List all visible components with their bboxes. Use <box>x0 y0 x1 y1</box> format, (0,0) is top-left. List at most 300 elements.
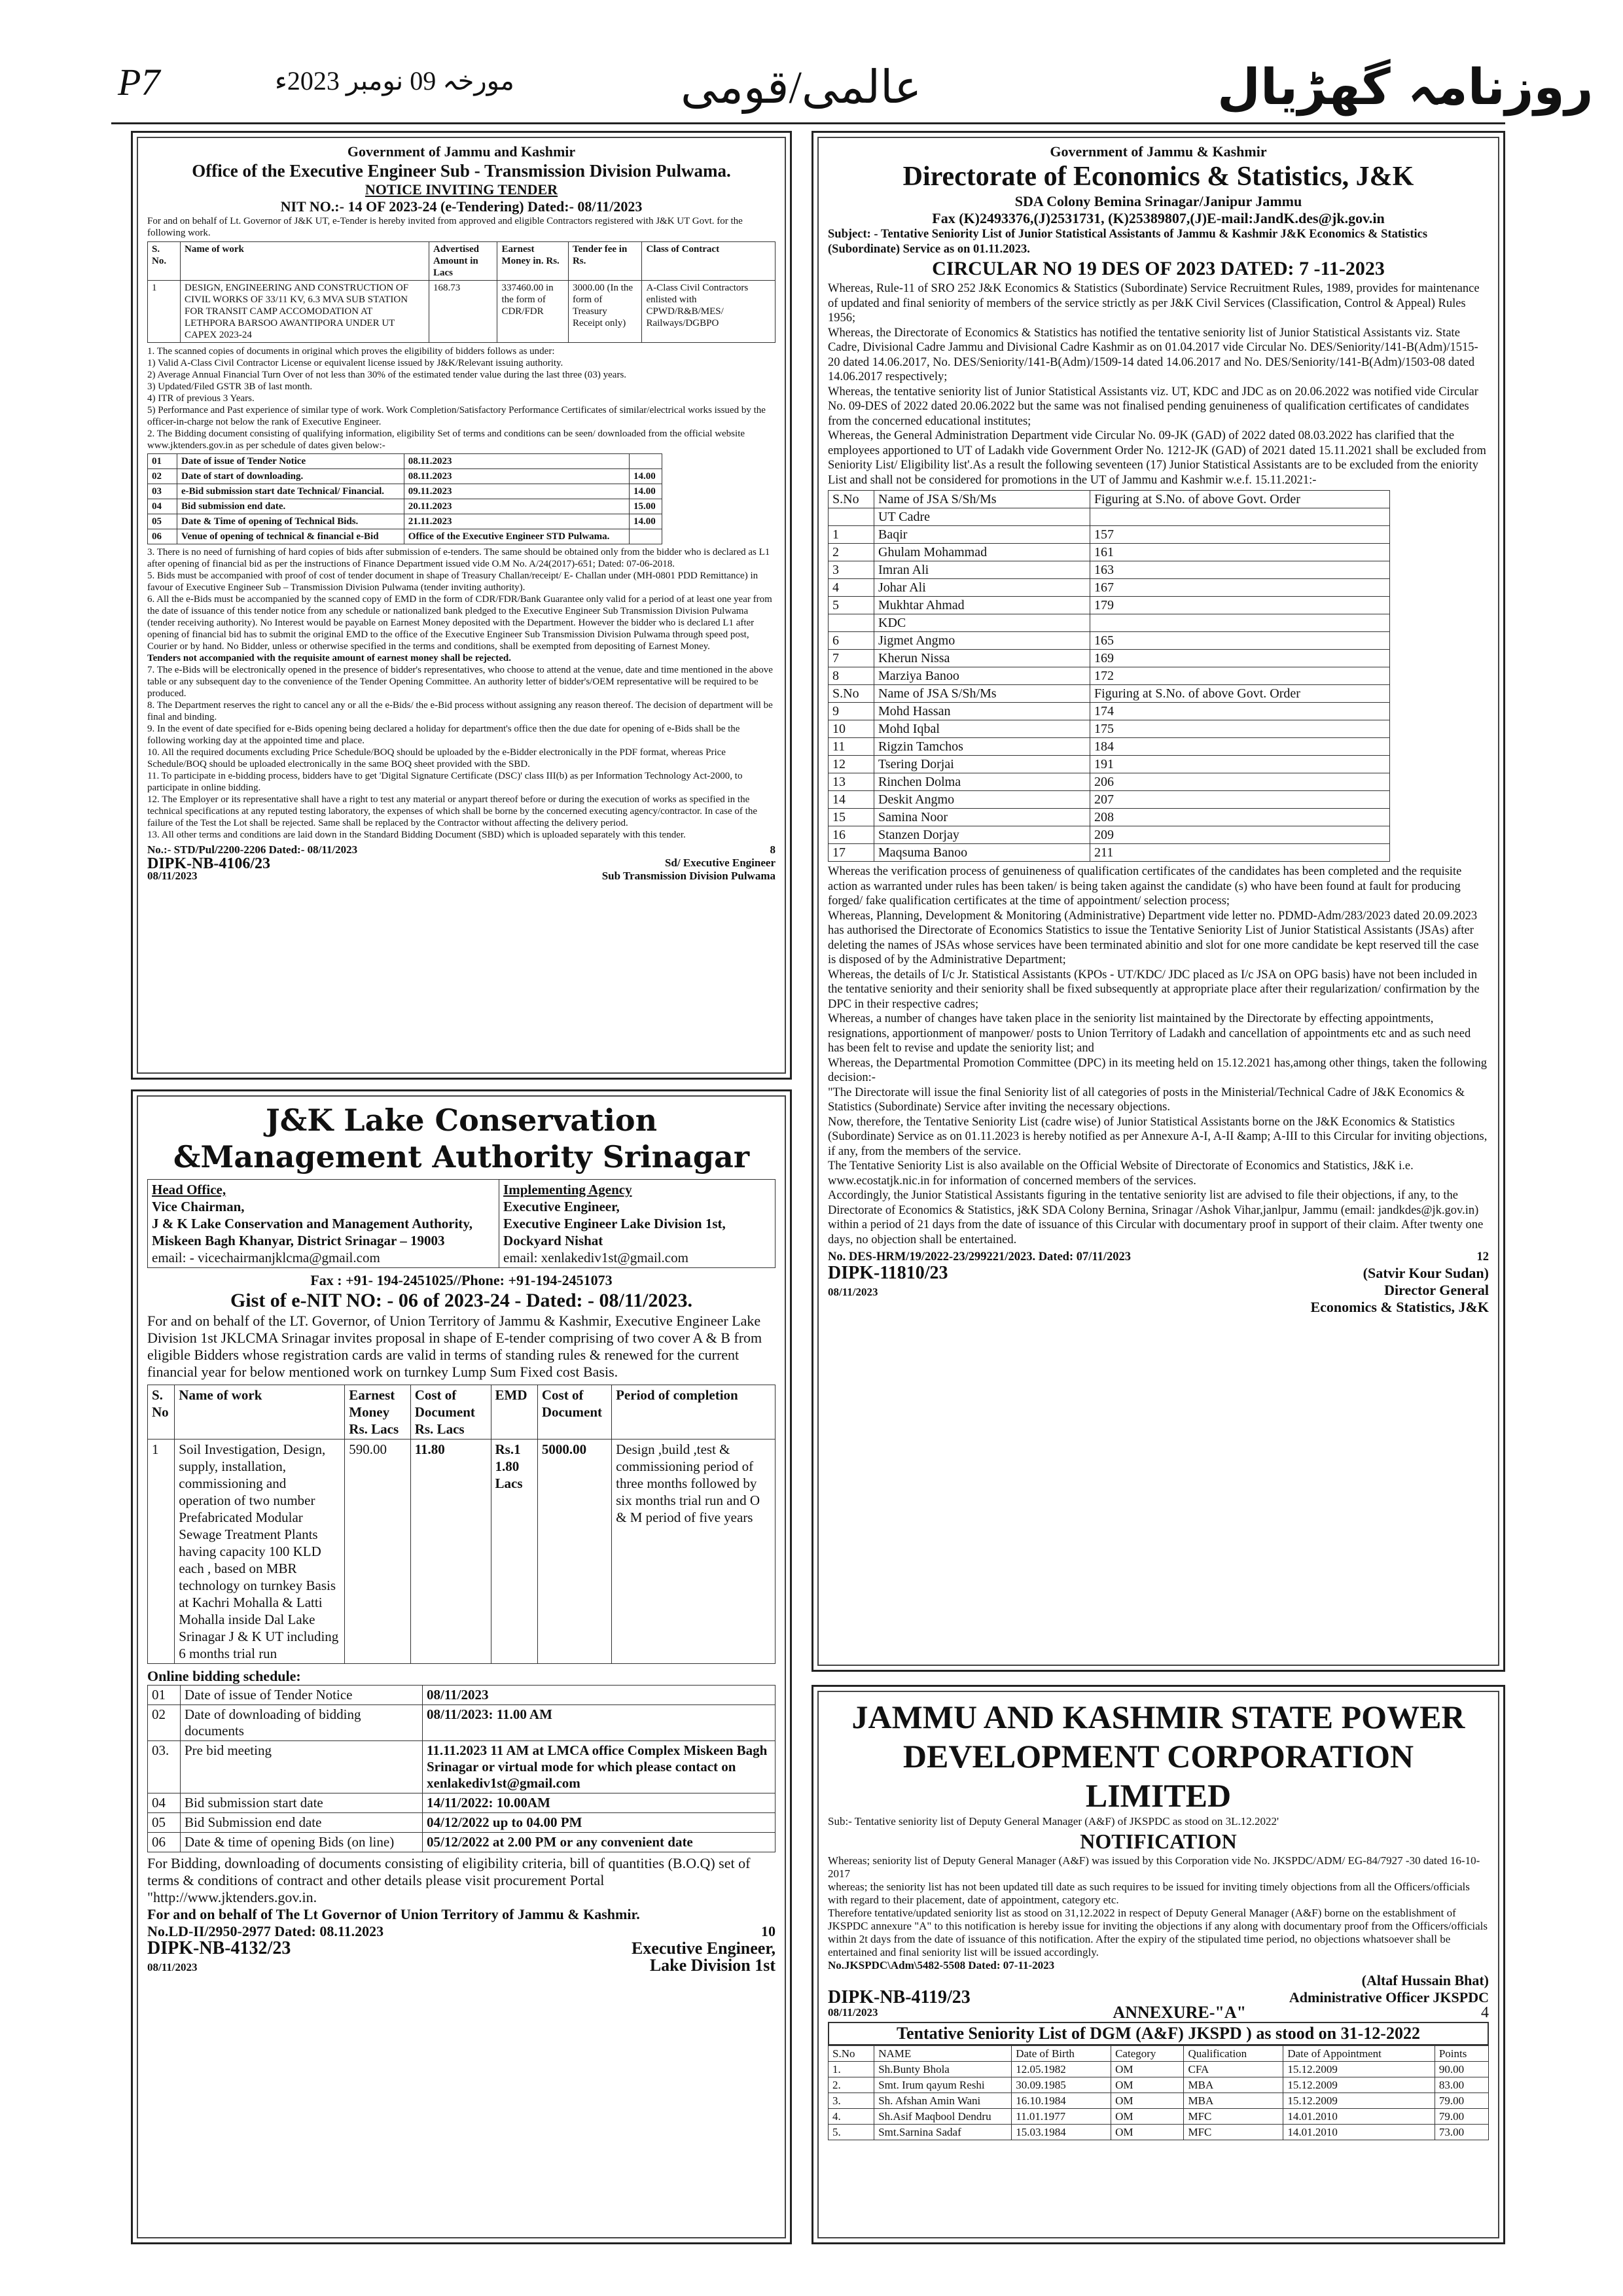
th: Name of JSA S/Sh/Ms <box>874 491 1090 508</box>
cond: 12. The Employer or its representative shall have a right to test any material or anypart thereof before or during the execution of works as specified in the technical specifications at any reputed testing laboratory, the expenses of which shall be borne by the concerned executing agency/contractor. In case of the failure of the Test the Lot shall be rejected. Same shall be replaced by the Contractor without affecting the delivery period. <box>147 794 757 828</box>
cell: Rigzin Tamchos <box>874 738 1090 756</box>
ad3-fax: Fax (K)2493376,(J)2531731, (K)25389807,(J)E-mail:JandK.des@jk.gov.in <box>932 210 1385 226</box>
cell: 90.00 <box>1435 2062 1488 2077</box>
cell: 05 <box>148 514 177 529</box>
ad2-ref: No.LD-II/2950-2977 Dated: 08.11.2023 <box>147 1923 384 1939</box>
cell: 9 <box>829 703 874 720</box>
th: Name of JSA S/Sh/Ms <box>874 685 1090 703</box>
cell: 14.00 <box>629 469 662 484</box>
cond: 13. All other terms and conditions are laid down in the Standard Bidding Document (SBD) which is uploaded separately with this tender. <box>147 830 686 840</box>
table-row <box>148 484 662 499</box>
cell: Mohd Hassan <box>874 703 1090 720</box>
th: Category <box>1111 2046 1184 2062</box>
cell: Johar Ali <box>874 579 1090 597</box>
cell: 06 <box>148 529 177 544</box>
ad4-sign-name: (Altaf Hussain Bhat) <box>1361 1972 1489 1988</box>
ad1-date: 08/11/2023 <box>147 870 198 882</box>
cell <box>629 454 662 469</box>
urdu-date: مورخہ 09 نومبر 2023ء <box>275 66 514 96</box>
cell: 16.10.1984 <box>1012 2093 1111 2109</box>
cell: Design ,build ,test & commissioning period of three months followed by six months trial run and O & M period of five years <box>612 1439 776 1664</box>
table-row <box>829 544 1390 561</box>
cell: Mukhtar Ahmad <box>874 597 1090 614</box>
ad2-ia-line: Executive Engineer, <box>503 1199 620 1214</box>
cell: 08.11.2023 <box>404 469 629 484</box>
table-row <box>829 844 1390 862</box>
cell: 83.00 <box>1435 2077 1488 2093</box>
cell: 79.00 <box>1435 2109 1488 2125</box>
ad4-annex: ANNEXURE-"A" <box>1113 2003 1247 2022</box>
cell: Venue of opening of technical & financial e-Bid <box>177 529 404 544</box>
cell: 206 <box>1090 773 1390 791</box>
para: Therefore tentative/updated seniority list as stood on 31,12.2022 in respect of Deputy General Manager (A&F) borne on the establishment of JKSPDC annexure "A" to this notification is hereby issue for inviting the objections if any along with documentary proof from the Officers/officials within 2t days from the date of issuance of this notification. After the expiry of the stipulated time period, no objections whatsoever shall be entertained and final seniority list will be issued accordingly. <box>828 1907 1488 1958</box>
cell: 3000.00 (In the form of Treasury Receipt only) <box>568 281 641 343</box>
cond: 8. The Department reserves the right to cancel any or all the e-Bids/ the e-Bid process without assigning any reason thereof. The decision of department will be final and binding. <box>147 700 773 722</box>
cond: 5) Performance and Past experience of similar type of work. Work Completion/Satisfactory Performance Certificates of similar/electrical works issued by the officer-in-charge not below the rank of Executive Engineer. <box>147 405 766 427</box>
cell: 17 <box>829 844 874 862</box>
cell: DESIGN, ENGINEERING AND CONSTRUCTION OF CIVIL WORKS OF 33/11 KV, 6.3 MVA SUB STATION FOR TRANSIT CAMP ACCOMODATION AT LETHPORA BARSOO AWANTIPORA UNDER UT CAPEX 2023-24 <box>181 281 429 343</box>
cell: 590.00 <box>345 1439 410 1664</box>
table-row <box>829 2125 1489 2140</box>
cell: Office of the Executive Engineer STD Pulwama. <box>404 529 629 544</box>
table-row <box>148 1813 776 1833</box>
cell: 208 <box>1090 809 1390 826</box>
cell: 163 <box>1090 561 1390 579</box>
table-row <box>148 454 662 469</box>
ad2-schedule-table <box>147 1685 776 1852</box>
cell: 1. <box>829 2062 874 2077</box>
cadre-label: UT Cadre <box>874 508 1090 526</box>
cond: Tenders not accompanied with the requisite amount of earnest money shall be rejected. <box>147 653 511 663</box>
cadre-label: KDC <box>874 614 1090 632</box>
cell: Date & Time of opening of Technical Bids. <box>177 514 404 529</box>
ad1-office: Office of the Executive Engineer Sub - Transmission Division Pulwama. <box>192 161 731 181</box>
cell: Baqir <box>874 526 1090 544</box>
table-row <box>148 1833 776 1852</box>
cell: 184 <box>1090 738 1390 756</box>
para: Whereas, a number of changes have taken place in the seniority list maintained by the Directorate by effecting appointments, resignations, apportionment of manpower/ posts to Union Territory of Ladakh and cancellation of appointments etc and as such need has been felt to revise and update the seniority list; and <box>828 1012 1471 1055</box>
cell: 4. <box>829 2109 874 2125</box>
cell: Maqsuma Banoo <box>874 844 1090 862</box>
table-row <box>829 597 1390 614</box>
ad2-sched-title: Online bidding schedule: <box>147 1668 301 1684</box>
cell: Smt.Sarnina Sadaf <box>874 2125 1012 2140</box>
cell: Date of start of downloading. <box>177 469 404 484</box>
th: Earnest Money in. Rs. <box>497 242 569 281</box>
table-row <box>829 667 1390 685</box>
cond: 1. The scanned copies of documents in original which proves the eligibility of bidders follows as under: <box>147 346 555 357</box>
table-row <box>829 738 1390 756</box>
ad3-subject: Subject: - Tentative Seniority List of Junior Statistical Assistants of Jammu & Kashmir J&K Economics & Statistics (Subordinate) Service as on 01.11.2023. <box>828 228 1428 256</box>
cond: 3) Updated/Filed GSTR 3B of last month. <box>147 381 313 392</box>
cell: Deskit Angmo <box>874 791 1090 809</box>
cell: 15.00 <box>629 499 662 514</box>
cell: MBA <box>1184 2077 1283 2093</box>
table-row <box>148 529 662 544</box>
ad3-dipk: DIPK-11810/23 <box>828 1262 948 1283</box>
cond: 1) Valid A-Class Civil Contractor License or equivalent license issued by J&K/Relevant issuing authority. <box>147 358 563 368</box>
ad3-circular: CIRCULAR NO 19 DES OF 2023 DATED: 7 -11-2023 <box>932 258 1385 279</box>
cell: 14.01.2010 <box>1283 2125 1435 2140</box>
table-row <box>148 1439 776 1664</box>
cell: MBA <box>1184 2093 1283 2109</box>
ad4-list-title: Tentative Seniority List of DGM (A&F) JKSPD ) as stood on 31-12-2022 <box>828 2022 1489 2045</box>
table-row <box>829 720 1390 738</box>
tender-ad-lcma <box>131 1089 792 2244</box>
cell: Samina Noor <box>874 809 1090 826</box>
ad2-ho-line: J & K Lake Conservation and Management Authority, <box>152 1216 473 1231</box>
table-row <box>148 469 662 484</box>
ad1-sign1: Sd/ Executive Engineer <box>664 857 776 869</box>
cell: 1 <box>148 1439 175 1664</box>
table-row <box>829 2062 1489 2077</box>
para: Whereas, the Departmental Promotion Committee (DPC) in its meeting held on 15.12.2021 has,among other things, taken the following decision:- <box>828 1056 1488 1084</box>
ad2-ho-label: Head Office, <box>152 1182 226 1197</box>
des-circular-ad <box>812 131 1505 1672</box>
cell: 1 <box>148 281 181 343</box>
table-row <box>148 1793 776 1813</box>
cell: 5. <box>829 2125 874 2140</box>
th: S.No <box>829 685 874 703</box>
table-row <box>148 499 662 514</box>
ad2-ia-line: Dockyard Nishat <box>503 1233 603 1248</box>
table-row <box>829 2093 1489 2109</box>
th: Name of work <box>181 242 429 281</box>
ad2-footer1: For Bidding, downloading of documents consisting of eligibility criteria, bill of quantities (B.O.Q) set of terms & conditions of contract and other details please visit procurement Portal "http://www.jktenders.gov.in. <box>147 1855 751 1905</box>
para: Whereas, the details of I/c Jr. Statistical Assistants (KPOs - UT/KDC/ JDC placed as I/c JSA on OPG basis) have not been included in the tentative seniority and their seniority shall be fixed subsequently at appropriate place after their regularization/ confirmation by the DPC in their respective cadres; <box>828 968 1480 1011</box>
th: Tender fee in Rs. <box>568 242 641 281</box>
masthead: روزنامہ گھڑیال <box>1217 58 1594 116</box>
para: Whereas, Planning, Development & Monitoring (Administrative) Department vide letter no. PDMD-Adm/283/2023 dated 20.09.2023 has authorised the Directorate of Economics Statistics to issue the Tentative Seniority List of Junior Statistical Assistants (JSAs) after deleting the names of JSAs whose services have been terminated abinitio and slot for one more candidate be kept reserved till the case is disposed of by the Administrative Department; <box>828 909 1479 966</box>
cell: Rinchen Dolma <box>874 773 1090 791</box>
cell: 161 <box>1090 544 1390 561</box>
page-number: P7 <box>118 61 160 103</box>
cell: 179 <box>1090 597 1390 614</box>
ad4-dipk: DIPK-NB-4119/23 <box>828 1987 971 2007</box>
cond: 10. All the required documents excluding Price Schedule/BOQ should be uploaded by the e-Bidder electronically in the PDF format, whereas Price Schedule/BOQ should be uploaded electronically in the same BOQ sheet provided with the SBD. <box>147 747 726 769</box>
cell: 06 <box>148 1833 181 1852</box>
table-row <box>148 1705 776 1741</box>
table-row <box>148 514 662 529</box>
ad3-gov: Government of Jammu & Kashmir <box>1050 143 1267 160</box>
cell: 20.11.2023 <box>404 499 629 514</box>
para: Whereas the verification process of genuineness of qualification certificates of the candidates has been completed and the requisite action as warranted under rules has been taken/ is being taken against the candidate (s) who have been found at fault for producing forged/ fake qualification certificates at the time of appointment/ selection process; <box>828 865 1462 908</box>
ad3-sign-name: (Satvir Kour Sudan) <box>1363 1264 1489 1281</box>
th: Earnest Money Rs. Lacs <box>345 1385 410 1439</box>
ad3-sign-post: Director General <box>1384 1281 1489 1298</box>
cell: 16 <box>829 826 874 844</box>
cell: 02 <box>148 1705 181 1741</box>
ad1-dipk: DIPK-NB-4106/23 <box>147 855 270 872</box>
cell: CFA <box>1184 2062 1283 2077</box>
cell: 174 <box>1090 703 1390 720</box>
table-row <box>148 1686 776 1705</box>
ad3-sign-org: Economics & Statistics, J&K <box>1310 1298 1489 1315</box>
cond: 11. To participate in e-bidding process, bidders have to get 'Digital Signature Certificate (DSC)' class III(b) as per Information Technology Act-2000, to participate in online bidding. <box>147 771 743 793</box>
th: Cost of Document Rs. Lacs <box>410 1385 491 1439</box>
cell: Bid submission end date. <box>177 499 404 514</box>
ad4-title1: JAMMU AND KASHMIR STATE POWER <box>851 1699 1465 1735</box>
cell: 167 <box>1090 579 1390 597</box>
th: S.No <box>829 2046 874 2062</box>
ad1-notice: NOTICE INVITING TENDER <box>365 181 558 198</box>
ad4-notif: NOTIFICATION <box>1080 1829 1237 1853</box>
ad2-sign1: Executive Engineer, <box>631 1939 776 1958</box>
para: whereas; the seniority list has not been updated till date as such requires to be issued for inviting timely objections from all the Officers/officials with regard to their placement, date of appointment, category etc. <box>828 1881 1470 1906</box>
cell: MFC <box>1184 2109 1283 2125</box>
cell: OM <box>1111 2109 1184 2125</box>
cell: 165 <box>1090 632 1390 650</box>
cell: Smt. Irum qayum Reshi <box>874 2077 1012 2093</box>
ad4-ref: No.JKSPDC\Adm\5482-5508 Dated: 07-11-2023 <box>828 1959 1055 1971</box>
para: Whereas, the tentative seniority list of Junior Statistical Assistants viz. UT, KDC and JDC as on 20.06.2022 was notified vide Circular No. 09-DES of 2022 dated 20.06.2022 but the same was not finalised pending genuineness of qualification certificates of candidates from the concerned educational institutes; <box>828 385 1478 428</box>
table-row <box>829 632 1390 650</box>
cell: 157 <box>1090 526 1390 544</box>
cell: MFC <box>1184 2125 1283 2140</box>
cell: 11 <box>829 738 874 756</box>
ad1-sign2: Sub Transmission Division Pulwama <box>601 870 776 882</box>
cell: 14 <box>829 791 874 809</box>
ad2-ho-line: Miskeen Bagh Khanyar, District Srinagar – 19003 <box>152 1233 445 1248</box>
cond: 9. In the event of date specified for e-Bids opening being declared a holiday for department's office then the due date for opening of e-Bids shall be the following working day at the appointed time and place. <box>147 724 740 746</box>
cell: Imran Ali <box>874 561 1090 579</box>
ad3-addr: SDA Colony Bemina Srinagar/Janipur Jammu <box>1014 193 1302 209</box>
ad3-ref: No. DES-HRM/19/2022-23/299221/2023. Dated: 07/11/2023 <box>828 1250 1132 1263</box>
cond: 4) ITR of previous 3 Years. <box>147 393 255 404</box>
ad4-title2: DEVELOPMENT CORPORATION LIMITED <box>902 1738 1414 1814</box>
cell: Mohd Iqbal <box>874 720 1090 738</box>
para: The Tentative Seniority List is also available on the Official Website of Directorate of Economics and Statistics, J&K i.e. www.ecostatjk.nic.in for information of concerned members of the services. <box>828 1159 1414 1188</box>
cell: 191 <box>1090 756 1390 773</box>
para: Whereas, the Directorate of Economics & Statistics has notified the tentative seniority list of Junior Statistical Assistants viz. State Cadre, Divisional Cadre Jammu and Divisional Cadre Kashmir as on 01.04.2017 vide Circular No. DES/Seniority/141-B(Adm)/1515-20 dated 14.06.2017, No. DES/Seniority/141-B(Adm)/1509-14 dated 14.06.2017 and No. DES/Seniority/141-B(Adm)/1503-08 dated 14.06.2017 respectively; <box>828 326 1478 383</box>
para: "The Directorate will issue the final Seniority list of all categories of posts in the Ministerial/Technical Cadre of J&K Economics & Statistics (Subordinate) Service after inviting the necessary objections. <box>828 1086 1465 1114</box>
ad4-seniority-table <box>828 2045 1489 2140</box>
cell: 04/12/2022 up to 04.00 PM <box>423 1813 776 1833</box>
cell: 79.00 <box>1435 2093 1488 2109</box>
cell <box>829 508 874 526</box>
cell: 11.80 <box>410 1439 491 1664</box>
ad2-ho-line: Vice Chairman, <box>152 1199 245 1214</box>
ad1-intro: For and on behalf of Lt. Governor of J&K UT, e-Tender is hereby invited from approved and eligible Contractors registered with J&K UT Govt. for the following work. <box>147 216 743 238</box>
th: Qualification <box>1184 2046 1283 2062</box>
cell: OM <box>1111 2077 1184 2093</box>
cell: Date of downloading of bidding documents <box>181 1705 423 1741</box>
cell: 2 <box>829 544 874 561</box>
ad1-num: 8 <box>770 843 776 856</box>
cell <box>629 529 662 544</box>
ad1-schedule-table <box>147 453 662 544</box>
cell: Bid Submission end date <box>181 1813 423 1833</box>
ad1-nit: NIT NO.:- 14 OF 2023-24 (e-Tendering) Dated:- 08/11/2023 <box>280 198 643 215</box>
cell: 14.00 <box>629 484 662 499</box>
th: Class of Contract <box>642 242 776 281</box>
table-row <box>829 826 1390 844</box>
cell <box>1090 614 1390 632</box>
cell: 05/12/2022 at 2.00 PM or any convenient date <box>423 1833 776 1852</box>
para: Whereas, the General Administration Department vide Circular No. 09-JK (GAD) of 2022 dated 08.03.2022 has clarified that the employees apportioned to UT of Ladakh vide Government Order No. 1212-JK (GAD) of 2021 dated 15.11.2021 shall be excluded from Seniority List/ Eligibility list'.As a result the following seventeen (17) Junior Statistical Assistants are to be excluded from the eniority List and shall not be considered for promotions in the UT of Jammu and Kashmir w.e.f. 15.11.2021:- <box>828 429 1486 487</box>
cell: Marziya Banoo <box>874 667 1090 685</box>
table-row <box>829 756 1390 773</box>
tender-ad-pulwama <box>131 131 792 1080</box>
cell: Stanzen Dorjay <box>874 826 1090 844</box>
cell <box>829 614 874 632</box>
cell: 15.12.2009 <box>1283 2093 1435 2109</box>
cell <box>1090 508 1390 526</box>
table-row <box>829 526 1390 544</box>
para: Accordingly, the Junior Statistical Assistants figuring in the tentative seniority list are advised to file their objections, if any, to the Directorate of Economics & Statistics, j&K SDA Colony Bernina, Srinagar /Ashok Vihar,janlpur, Jammu (email: jandkdes@jk.gov.in) within a period of 21 days from the date of issuance of this Circular with documentary proof in support of their claim. After twenty one days, no objection shall be entertained. <box>828 1189 1484 1246</box>
cell: Sh.Asif Maqbool Dendru <box>874 2109 1012 2125</box>
ad2-intro: For and on behalf of the LT. Governor, of Union Territory of Jammu & Kashmir, Executive Engineer Lake Division 1st JKLCMA Srinagar invites proposal in shape of E-tender comprising of two cover A & B from eligible Bidders whose registration cards are valid in terms of standing rules & renewed for the current financial year for below mentioned work on turnkey Lump Sum Fixed cost Basis. <box>147 1313 762 1380</box>
cell: 337460.00 in the form of CDR/FDR <box>497 281 569 343</box>
th: S. No. <box>148 242 181 281</box>
cell: 12.05.1982 <box>1012 2062 1111 2077</box>
cond: 5. Bids must be accompanied with proof of cost of tender document in shape of Treasury Challan/receipt/ E- Challan under (MH-0801 PDD Remittance) in favour of Executive Engineer Sub – Transmission Division Pulwama (tender inviting authority). <box>147 571 758 593</box>
cell: Soil Investigation, Design, supply, installation, commissioning and operation of two number Prefabricated Modular Sewage Treatment Plants having capacity 100 KLD each , based on MBR technology on turnkey Basis at Kachri Mohalla & Latti Mohalla inside Dal Lake Srinagar J & K UT including 6 months trial run <box>175 1439 345 1664</box>
ad2-ia-label: Implementing Agency <box>503 1182 632 1197</box>
cell: 11.01.1977 <box>1012 2109 1111 2125</box>
table-row <box>829 2109 1489 2125</box>
cell: 172 <box>1090 667 1390 685</box>
ad2-ia-line: Executive Engineer Lake Division 1st, <box>503 1216 726 1231</box>
ad1-work-table <box>147 241 776 343</box>
cell: 5 <box>829 597 874 614</box>
para: Whereas; seniority list of Deputy General Manager (A&F) was issued by this Corporation vide No. JKSPDC/ADM/ EG-84/7927 -30 dated 16-10-2017 <box>828 1854 1480 1880</box>
cell: 5000.00 <box>537 1439 611 1664</box>
cell: 207 <box>1090 791 1390 809</box>
ad4-num: 4 <box>1480 2004 1489 2021</box>
th: S. No <box>148 1385 175 1439</box>
ad3-num: 12 <box>1476 1250 1489 1263</box>
cond: 7. The e-Bids will be electronically opened in the presence of bidder's representatives, who choose to attend at the venue, date and time mentioned in the above table or any subsequent day to the convenience of the Tender Opening Committee. An authority letter of bidder's/OEM representative will be required to be produced. <box>147 665 773 699</box>
th: Points <box>1435 2046 1488 2062</box>
ad2-ia-email: email: xenlakediv1st@gmail.com <box>503 1250 688 1265</box>
th: EMD <box>491 1385 537 1439</box>
para: Now, therefore, the Tentative Seniority List (cadre wise) of Junior Statistical Assistants borne on the J&K Economics & Statistics (Subordinate) Service as on 01.11.2023 is hereby notified as per Annexure A-I, A-II &amp; A-III to this Circular for inviting objections, if any, from the members of the service. <box>828 1115 1488 1158</box>
th: Name of work <box>175 1385 345 1439</box>
th: Figuring at S.No. of above Govt. Order <box>1090 685 1390 703</box>
ad2-fax: Fax : +91- 194-2451025//Phone: +91-194-2451073 <box>310 1272 613 1288</box>
cond: 2. The Bidding document consisting of qualifying information, eligibility Set of terms and conditions can be seen/ downloaded from the official website www.jktenders.gov.in as per schedule of dates given below:- <box>147 429 745 451</box>
cell: 13 <box>829 773 874 791</box>
table-row <box>148 1741 776 1793</box>
table-row <box>829 2077 1489 2093</box>
cell: 73.00 <box>1435 2125 1488 2140</box>
cell: 01 <box>148 1686 181 1705</box>
ad2-gist: Gist of e-NIT NO: - 06 of 2023-24 - Dated: - 08/11/2023. <box>230 1290 693 1311</box>
cell: 14/11/2022: 10.00AM <box>423 1793 776 1813</box>
cond: 3. There is no need of furnishing of hard copies of bids after submission of e-tenders. The same should be obtained only from the bidder who is declared as L1 after opening of financial bid as per the instructions of Finance Department issued vide O.M No. A/24(2017)-651; Dated: 07-06-2018. <box>147 547 770 569</box>
cell: 02 <box>148 469 177 484</box>
cell: 08.11.2023 <box>404 454 629 469</box>
ad3-date: 08/11/2023 <box>828 1285 878 1298</box>
cell: 1 <box>829 526 874 544</box>
cell: Kherun Nissa <box>874 650 1090 667</box>
ad2-dipk: DIPK-NB-4132/23 <box>147 1938 291 1958</box>
ad2-num: 10 <box>761 1923 776 1939</box>
cell: 30.09.1985 <box>1012 2077 1111 2093</box>
cell: OM <box>1111 2125 1184 2140</box>
ad2-ho-email: email: - vicechairmanjklcma@gmail.com <box>152 1250 380 1265</box>
cell: Date & time of opening Bids (on line) <box>181 1833 423 1852</box>
cell: 01 <box>148 454 177 469</box>
ad2-title: J&K Lake Conservation &Management Authority Srinagar <box>173 1103 750 1174</box>
cond: 2) Average Annual Financial Turn Over of not less than 30% of the estimated tender value during the last three (03) years. <box>147 370 627 380</box>
cell: OM <box>1111 2093 1184 2109</box>
cond: 6. All the e-Bids must be accompanied by the scanned copy of EMD in the form of CDR/FDR/Bank Guarantee only valid for a period of at least one year from the date of issuance of this tender notice from any schedule or nationalized bank pledged to the Executive Engineer Sub Transmission Division Pulwama (tender receiving authority). No Interest would be payable on Earnest Money deposited with the Department. However the bidder who is declared L1 after opening of financial bid has to submit the original EMD to the office of the Executive Engineer Sub Transmission Division Pulwama through speed post, Courier or by hand. No Bidder, unless or otherwise specified in the terms and conditions, shall be exempted from depositing of Earnest Money. <box>147 594 772 652</box>
section-title: عالمی/قومی <box>681 63 922 113</box>
th: Date of Appointment <box>1283 2046 1435 2062</box>
ad4-date: 08/11/2023 <box>828 2006 878 2019</box>
ad2-date: 08/11/2023 <box>147 1961 198 1973</box>
cell: 3 <box>829 561 874 579</box>
cell: 03. <box>148 1741 181 1793</box>
cell: OM <box>1111 2062 1184 2077</box>
cell: Jigmet Angmo <box>874 632 1090 650</box>
cell: Sh.Bunty Bhola <box>874 2062 1012 2077</box>
cell: 209 <box>1090 826 1390 844</box>
cell: A-Class Civil Contractors enlisted with CPWD/R&B/MES/ Railways/DGBPO <box>642 281 776 343</box>
table-row <box>829 773 1390 791</box>
table-row <box>829 579 1390 597</box>
ad4-sub: Sub:- Tentative seniority list of Deputy General Manager (A&F) of JKSPDC as stood on 3L.12.2022' <box>828 1815 1279 1828</box>
ad3-exclusion-table <box>828 490 1390 862</box>
cell: 7 <box>829 650 874 667</box>
cell: 05 <box>148 1813 181 1833</box>
ad2-sign2: Lake Division 1st <box>649 1956 776 1975</box>
cell: Date of issue of Tender Notice <box>181 1686 423 1705</box>
cell: 21.11.2023 <box>404 514 629 529</box>
cell: Rs.1 1.80 Lacs <box>491 1439 537 1664</box>
th: Cost of Document <box>537 1385 611 1439</box>
cell: Ghulam Mohammad <box>874 544 1090 561</box>
cell: Bid submission start date <box>181 1793 423 1813</box>
cell: e-Bid submission start date Technical/ Financial. <box>177 484 404 499</box>
ad2-footer2: For and on behalf of The Lt Governor of Union Territory of Jammu & Kashmir. <box>147 1906 640 1922</box>
cell: 175 <box>1090 720 1390 738</box>
cell: 15.03.1984 <box>1012 2125 1111 2140</box>
ad2-contacts <box>147 1179 776 1268</box>
cell: 03 <box>148 484 177 499</box>
table-row <box>148 281 776 343</box>
cell: 12 <box>829 756 874 773</box>
cell: 15 <box>829 809 874 826</box>
ad3-title: Directorate of Economics & Statistics, J&K <box>902 162 1414 192</box>
cell: 2. <box>829 2077 874 2093</box>
cell: 04 <box>148 499 177 514</box>
cell: 14.00 <box>629 514 662 529</box>
table-row <box>829 703 1390 720</box>
table-row <box>829 791 1390 809</box>
cell: Sh. Afshan Amin Wani <box>874 2093 1012 2109</box>
ad1-ref: No.:- STD/Pul/2200-2206 Dated:- 08/11/2023 <box>147 843 358 856</box>
cell: Tsering Dorjai <box>874 756 1090 773</box>
ad2-work-table <box>147 1385 776 1664</box>
cell: 10 <box>829 720 874 738</box>
cell: 169 <box>1090 650 1390 667</box>
table-row <box>829 650 1390 667</box>
th: NAME <box>874 2046 1012 2062</box>
jkspdc-notification <box>812 1685 1505 2244</box>
th: Figuring at S.No. of above Govt. Order <box>1090 491 1390 508</box>
cell: 4 <box>829 579 874 597</box>
table-row <box>829 561 1390 579</box>
cell: 14.01.2010 <box>1283 2109 1435 2125</box>
th: Period of completion <box>612 1385 776 1439</box>
cell: 15.12.2009 <box>1283 2077 1435 2093</box>
cell: 168.73 <box>429 281 497 343</box>
cell: 09.11.2023 <box>404 484 629 499</box>
para: Whereas, Rule-11 of SRO 252 J&K Economics & Statistics (Subordinate) Service Recruitment Rules, 1989, provides for maintenance of updated and final seniority of members of the service strictly as per J&K Civil Services (Classification, Control & Appeal) Rules 1956; <box>828 282 1480 325</box>
